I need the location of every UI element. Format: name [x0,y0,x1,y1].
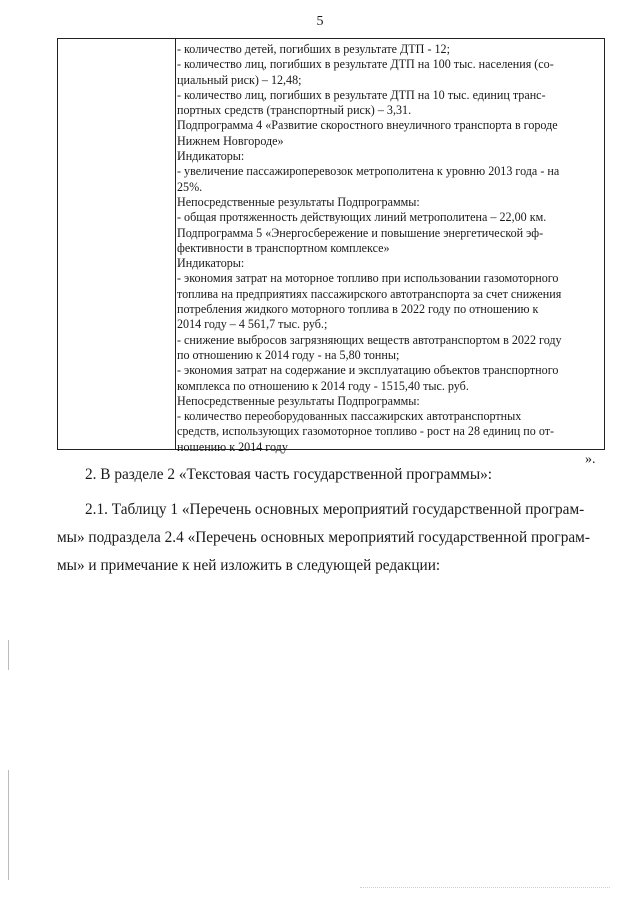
table-line: - количество лиц, погибших в результате ДТП на 10 тыс. единиц транс- [177,87,546,102]
table-line: Подпрограмма 4 «Развитие скоростного внеуличного транспорта в городе [177,118,558,133]
table-line: циальный риск) – 12,48; [177,72,302,87]
table-line: - количество детей, погибших в результате ДТП - 12; [177,42,450,56]
table-line: Непосредственные результаты Подпрограммы: [177,194,420,209]
table-line: Непосредственные результаты Подпрограммы: [177,393,420,408]
table-line: Нижнем Новгороде» [177,133,284,148]
table-line: по отношению к 2014 году - на 5,80 тонны; [177,347,400,362]
scan-margin-mark [8,640,9,670]
page-number: 5 [316,14,324,29]
paragraph-section-2 [57,461,605,489]
table-line: - общая протяженность действующих линий метрополитена – 22,00 км. [177,210,547,225]
paragraph-item-2-1 [57,496,605,580]
table-line: - снижение выбросов загрязняющих веществ автотранспортом в 2022 году [177,332,562,347]
table-line: потребления жидкого моторного топлива в 2022 году по отношению к [177,302,539,317]
closing-quote: ». [585,452,596,467]
table-line: - экономия затрат на содержание и эксплуатацию объектов транспортного [177,363,559,378]
table-line: портных средств (транспортный риск) – 3,31. [177,103,412,118]
table-line: - количество переоборудованных пассажирских автотранспортных [177,409,522,424]
table-line: - количество лиц, погибших в результате ДТП на 100 тыс. населения (со- [177,57,554,72]
table-line: средств, использующих газомоторное топливо - рост на 28 единиц по от- [177,424,555,439]
paragraph-line: 2.1. Таблицу 1 «Перечень основных мероприятий государственной програм- [85,501,585,518]
table-line: комплекса по отношению к 2014 году - 1515,40 тыс. руб. [177,378,469,393]
table-line: топлива на предприятиях пассажирского автотранспорта за счет снижения [177,286,562,301]
indicators-table [57,38,605,454]
paragraph-line: мы» подраздела 2.4 «Перечень основных мероприятий государственной програм- [57,529,590,546]
table-right-cell [177,42,602,455]
table-line: 2014 году – 4 561,7 тыс. руб.; [177,317,328,332]
table-line: 25%. [177,179,203,194]
paragraph-line: 2. В разделе 2 «Текстовая часть государственной программы»: [85,466,492,483]
table-line: Подпрограмма 5 «Энергосбережение и повышение энергетической эф- [177,225,544,240]
table-left-cell [58,39,176,449]
table-line: - экономия затрат на моторное топливо при использовании газомоторного [177,271,559,286]
table-line: Индикаторы: [177,149,245,164]
table-line: фективности в транспортном комплексе» [177,240,390,255]
table-line: - увеличение пассажироперевозок метрополитена к уровню 2013 года - на [177,164,560,179]
table-line: Индикаторы: [177,256,245,271]
paragraph-line: мы» и примечание к ней изложить в следующей редакции: [57,557,441,574]
table-line: ношению к 2014 году [177,439,288,454]
scan-footer-mark [360,885,610,888]
scan-margin-mark [8,770,9,880]
